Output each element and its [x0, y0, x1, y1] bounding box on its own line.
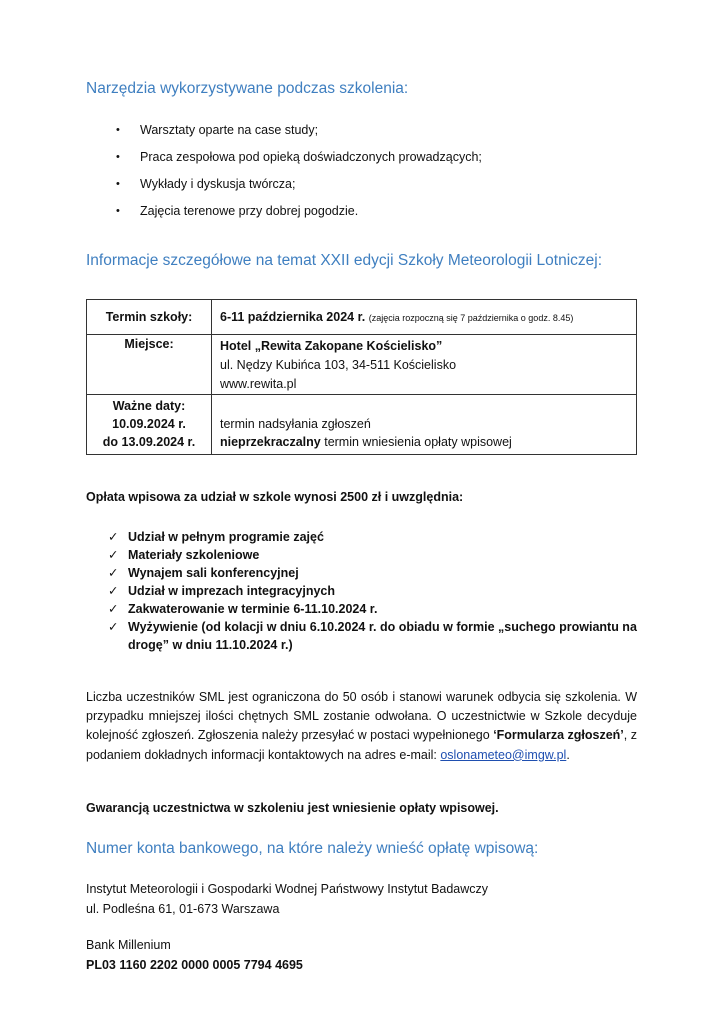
list-item: ✓ Udział w imprezach integracyjnych [108, 584, 336, 598]
check-icon: ✓ [108, 620, 119, 634]
fee-list [108, 528, 638, 654]
term-value: 6-11 października 2024 r. [220, 310, 366, 324]
dates-value-cell [212, 395, 637, 455]
place-street: ul. Nędzy Kubińca 103, 34-511 Kościelisko [220, 358, 457, 372]
bank-name: Bank Millenium [86, 938, 171, 952]
date-1-desc: termin nadsyłania zgłoszeń [220, 417, 371, 431]
form-name: ‘Formularza zgłoszeń’ [493, 728, 624, 743]
list-item: • Warsztaty oparte na case study; [116, 123, 319, 137]
place-hotel: Hotel „Rewita Zakopane Kościelisko” [220, 339, 443, 353]
place-value-cell [212, 335, 637, 395]
dates-label-cell [87, 395, 212, 455]
list-item: ✓ Wynajem sali konferencyjnej [108, 566, 299, 580]
table-row [87, 300, 637, 335]
list-item: ✓ Udział w pełnym programie zajęć [108, 530, 324, 544]
details-heading: Informacje szczegółowe na temat XXII edycji Szkoły Meteorologii Lotniczej: [86, 252, 603, 269]
check-icon: ✓ [108, 584, 119, 598]
institute-address: ul. Podleśna 61, 01-673 Warszawa [86, 901, 280, 916]
list-item: • Wykłady i dyskusja twórcza; [116, 177, 296, 191]
bullet-icon: • [116, 205, 120, 217]
list-item: ✓ Zakwaterowanie w terminie 6-11.10.2024 r. [108, 602, 378, 616]
bullet-icon: • [116, 178, 120, 190]
date-1: 10.09.2024 r. [112, 417, 186, 431]
check-icon: ✓ [108, 566, 119, 580]
place-website: www.rewita.pl [220, 377, 297, 391]
details-table [86, 299, 637, 455]
list-item: • Praca zespołowa pod opieką doświadczonych prowadzących; [116, 150, 482, 164]
list-item: ✓ Materiały szkoleniowe [108, 548, 260, 562]
check-icon: ✓ [108, 602, 119, 616]
place-label: Miejsce: [87, 335, 212, 395]
email-link[interactable]: oslonameteo@imgw.pl [440, 747, 567, 762]
dates-label: Ważne daty: [112, 399, 186, 413]
date-2-desc: nieprzekraczalny termin wniesienia opłaty wpisowej [220, 435, 512, 449]
guarantee-text: Gwarancją uczestnictwa w szkoleniu jest wniesienie opłaty wpisowej. [86, 801, 499, 815]
bank-heading: Numer konta bankowego, na które należy wnieść opłatę wpisową: [86, 840, 539, 857]
account-number: PL03 1160 2202 0000 0005 7794 4695 [86, 957, 303, 972]
term-note: (zajęcia rozpoczną się 7 października o godz. 8.45) [368, 313, 574, 323]
bullet-icon: • [116, 151, 120, 163]
check-icon: ✓ [108, 530, 119, 544]
date-2: do 13.09.2024 r. [102, 435, 196, 449]
participation-paragraph: Liczba uczestników SML jest ograniczona do 50 osób i stanowi warunek odbycia się szkolenia. W przypadku mniejszej ilości chętnych SML zostanie odwołana. O uczestnictwie w Szkole decyduje kolejność zgłoszeń. Zgłoszenia należy przesyłać w postaci wypełnionego ‘Formularza zgłoszeń’, z podaniem dokładnych informacji kontaktowych na adres e-mail: oslonameteo@imgw.pl. [86, 690, 637, 762]
list-item: ✓ Wyżywienie (od kolacji w dniu 6.10.2024 r. do obiadu w formie „suchego prowiantu na drogę” w dniu 11.10.2024 r.) [108, 620, 637, 652]
institute-name: Instytut Meteorologii i Gospodarki Wodnej Państwowy Instytut Badawczy [86, 882, 489, 896]
bullet-icon: • [116, 124, 120, 136]
bank-institute-block [86, 880, 488, 919]
table-row [87, 335, 637, 395]
term-value-cell [212, 300, 637, 335]
term-label: Termin szkoły: [87, 300, 212, 335]
tools-heading: Narzędzia wykorzystywane podczas szkolenia: [86, 80, 409, 97]
bank-account-block [86, 936, 303, 975]
tools-list [116, 122, 482, 230]
table-row [87, 395, 637, 455]
list-item: • Zajęcia terenowe przy dobrej pogodzie. [116, 204, 359, 218]
check-icon: ✓ [108, 548, 119, 562]
fee-title: Opłata wpisowa za udział w szkole wynosi 2500 zł i uwzględnia: [86, 490, 464, 504]
